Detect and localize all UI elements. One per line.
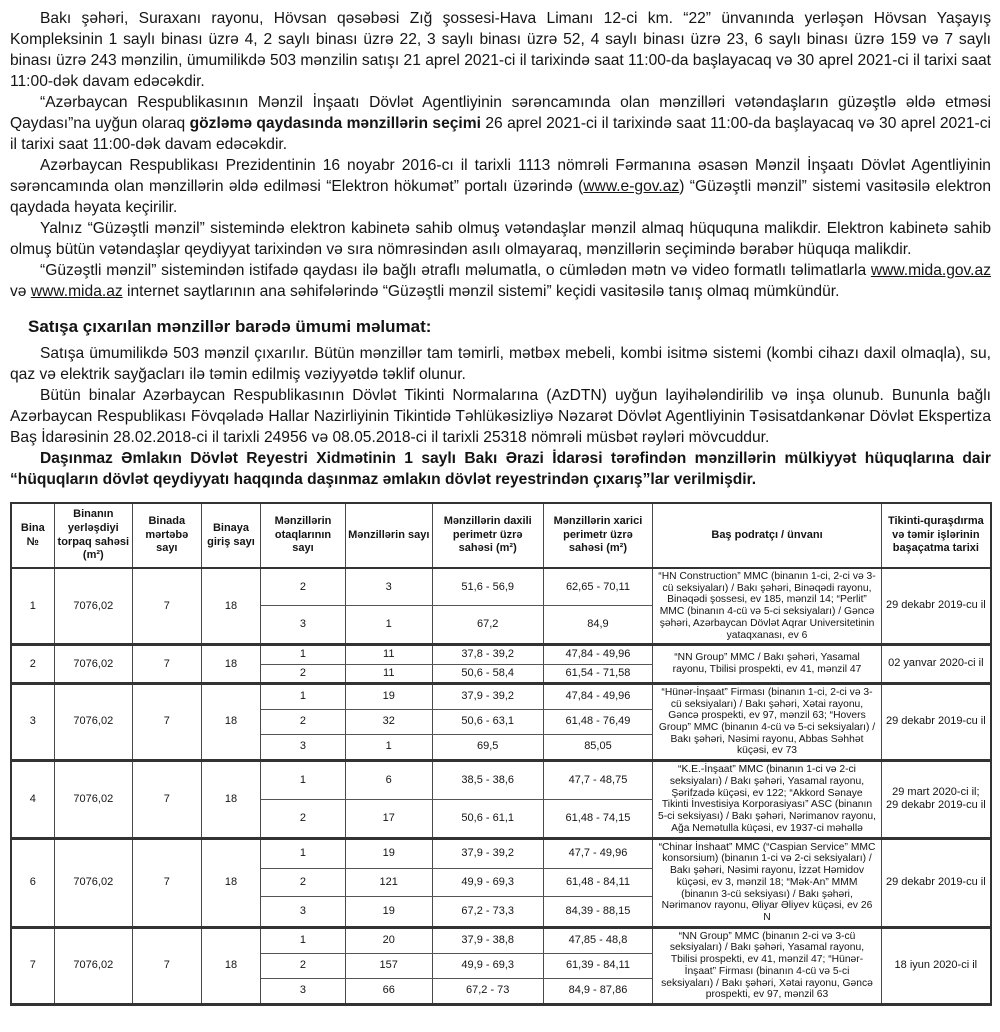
cell-room-count: 2 — [261, 664, 345, 683]
cell-floor-count: 7 — [133, 927, 202, 1004]
cell-apartment-count: 19 — [345, 683, 432, 709]
cell-entrance-count: 18 — [201, 761, 261, 838]
cell-outer-area: 84,9 - 87,86 — [543, 978, 653, 1004]
cell-completion-date: 29 dekabr 2019-cu il — [881, 683, 991, 760]
cell-inner-area: 50,6 - 58,4 — [432, 664, 543, 683]
header-outer-area: Mənzillərin xarici perimetr üzrə sahəsi (m²) — [543, 503, 653, 568]
section-heading: Satışa çıxarılan mənzillər barədə ümumi məlumat: — [28, 317, 432, 336]
cell-inner-area: 49,9 - 69,3 — [432, 868, 543, 897]
cell-inner-area: 37,8 - 39,2 — [432, 645, 543, 664]
cell-room-count: 2 — [261, 868, 345, 897]
text-segment: Bütün binalar Azərbaycan Respublikasının Dövlət Tikinti Normalarına (AzDTN) uyğun layihələndirilib və inşa olunub. Bununla bağlı Azərbaycan Respublikası Fövqəladə Hallar Nazirliyinin Tikintidə Təhlükəsizliyə Nəzarət Dövlət Agentliyinin Təsisatdankənar Dövlət Ekspertiza Baş İdarəsinin 28.02.2018-ci il tarixli 24956 və 08.05.2018-ci il tarixli 25318 nömrəli müsbət rəyləri mövcuddur. — [10, 387, 991, 446]
cell-apartment-count: 20 — [345, 927, 432, 953]
cell-contractor: “NN Group” MMC (binanın 2-ci və 3-cü seksiyaları) / Bakı şəhəri, Yasamal rayonu, Tbilisi prospekti, ev 41, mənzil 47; “Hünər-İnşaat” Firması (binanın 4-cü və 5-ci seksiyaları) / Bakı şəhəri, Xətai rayonu, Gəncə prospekti, ev 97, mənzil 63 — [653, 927, 881, 1004]
cell-room-count: 2 — [261, 568, 345, 606]
cell-land-area: 7076,02 — [54, 645, 132, 683]
cell-inner-area: 49,9 - 69,3 — [432, 953, 543, 978]
cell-inner-area: 67,2 - 73,3 — [432, 897, 543, 927]
cell-outer-area: 47,7 - 48,75 — [543, 761, 653, 800]
cell-outer-area: 47,7 - 49,96 — [543, 838, 653, 868]
cell-apartment-count: 11 — [345, 645, 432, 664]
cell-room-count: 1 — [261, 645, 345, 664]
cell-building-no: 6 — [11, 838, 54, 927]
cell-floor-count: 7 — [133, 568, 202, 645]
cell-room-count: 1 — [261, 683, 345, 709]
cell-contractor: “NN Group” MMC / Bakı şəhəri, Yasamal rayonu, Tbilisi prospekti, ev 41, mənzil 47 — [653, 645, 881, 683]
text-segment: Satışa ümumilikdə 503 mənzil çıxarılır. Bütün mənzillər tam təmirli, mətbəx mebeli, kombi isitmə sistemi (kombi cihazı daxil olmaqla), su, qaz və elektrik sayğacları ilə təmin edilmiş vəziyyətdə təklif olunur. — [10, 345, 991, 383]
cell-building-no: 1 — [11, 568, 54, 645]
cell-room-count: 3 — [261, 606, 345, 645]
sale-paragraphs — [10, 343, 991, 490]
cell-contractor: “HN Construction” MMC (binanın 1-ci, 2-ci və 3-cü seksiyaları) / Bakı şəhəri, Binəqədi rayonu, Binəqədi şossesi, ev 185, mənzil 14; “Perlit” MMC (binanın 4-cü və 5-ci seksiyaları) / Gəncə şəhəri, Azərbaycan Dövlət Aqrar Universitetinin yataqxanası, ev 6 — [653, 568, 881, 645]
sale-paragraph-2 — [10, 385, 991, 448]
text-segment: internet saytlarının ana səhifələrində “Güzəştli mənzil sistemi” keçidi vasitəsilə tanış olmaq mümkündür. — [122, 283, 840, 300]
cell-outer-area: 85,05 — [543, 734, 653, 760]
cell-completion-date: 29 dekabr 2019-cu il — [881, 568, 991, 645]
cell-entrance-count: 18 — [201, 683, 261, 760]
text-segment: “Azərbaycan Respublikasının Mənzil İnşaatı Dövlət Agentliyinin sərəncamında olan mənzilləri vətəndaşların güzəştlə əldə etməsi Qaydası”na uyğun olaraq — [10, 94, 991, 132]
cell-land-area: 7076,02 — [54, 761, 132, 838]
cell-completion-date: 18 iyun 2020-ci il — [881, 927, 991, 1004]
cell-outer-area: 61,48 - 76,49 — [543, 710, 653, 735]
cell-inner-area: 50,6 - 61,1 — [432, 799, 543, 838]
cell-outer-area: 47,85 - 48,8 — [543, 927, 653, 953]
text-segment: Daşınmaz Əmlakın Dövlət Reyestri Xidmətinin 1 saylı Bakı Ərazi İdarəsi tərəfindən mənzillərin mülkiyyət hüquqlarına dair “hüquqların dövlət qeydiyyatı haqqında daşınmaz əmlakın dövlət reyestrindən çıxarış”lar verilmişdir. — [10, 450, 991, 488]
intro-paragraph-2 — [10, 92, 991, 155]
intro-paragraph-1 — [10, 8, 991, 92]
cell-apartment-count: 6 — [345, 761, 432, 800]
cell-outer-area: 84,9 — [543, 606, 653, 645]
cell-room-count: 1 — [261, 761, 345, 800]
cell-completion-date: 29 mart 2020-ci il; 29 dekabr 2019-cu il — [881, 761, 991, 838]
cell-building-no: 2 — [11, 645, 54, 683]
text-segment: Yalnız “Güzəştli mənzil” sistemində elektron kabinetə sahib olmuş vətəndaşlar mənzil almaq hüququna malikdir. Elektron kabinetə sahib olmuş bütün vətəndaşlar qeydiyyat tarixindən və sıra nömrəsindən asılı olmayaraq, mənzillərin seçimində bərabər hüquqa malikdir. — [10, 220, 991, 258]
cell-entrance-count: 18 — [201, 838, 261, 927]
cell-building-no: 4 — [11, 761, 54, 838]
header-apartment-count: Mənzillərin sayı — [345, 503, 432, 568]
cell-apartment-count: 66 — [345, 978, 432, 1004]
cell-room-count: 3 — [261, 978, 345, 1004]
header-inner-area: Mənzillərin daxili perimetr üzrə sahəsi (m²) — [432, 503, 543, 568]
cell-floor-count: 7 — [133, 761, 202, 838]
table-row-building-3-rooms-1 — [11, 683, 991, 709]
sale-paragraph-1 — [10, 343, 991, 385]
header-completion-date: Tikinti-quraşdırma və təmir işlərinin başaçatma tarixi — [881, 503, 991, 568]
text-segment: və — [10, 283, 31, 300]
cell-building-no: 3 — [11, 683, 54, 760]
cell-apartment-count: 11 — [345, 664, 432, 683]
table-row-building-4-rooms-1 — [11, 761, 991, 800]
cell-land-area: 7076,02 — [54, 683, 132, 760]
cell-outer-area: 47,84 - 49,96 — [543, 645, 653, 664]
cell-entrance-count: 18 — [201, 645, 261, 683]
link-url[interactable]: www.e-gov.az — [583, 178, 680, 195]
cell-completion-date: 29 dekabr 2019-cu il — [881, 838, 991, 927]
text-segment: Bakı şəhəri, Suraxanı rayonu, Hövsan qəsəbəsi Zığ şossesi-Hava Limanı 12-ci km. “22” ünvanında yerləşən Hövsan Yaşayış Kompleksinin 1 saylı binası üzrə 4, 2 saylı binası üzrə 22, 3 saylı binası üzrə 52, 4 saylı binası üzrə 23, 6 saylı binası üzrə 159 və 7 saylı binası üzrə 243 mənzilin, ümumilikdə 503 mənzilin satışı 21 aprel 2021-ci il tarixində saat 11:00-da başlayacaq və 30 aprel 2021-ci il tarixi saat 11:00-dək davam edəcəkdir. — [10, 10, 991, 90]
text-segment: Azərbaycan Respublikası Prezidentinin 16 noyabr 2016-cı il tarixli 1113 nömrəli Fərmanına əsasən Mənzil İnşaatı Dövlət Agentliyinin sərəncamında olan mənzillərin əldə edilməsi “Elektron hökumət” portalı üzərində ( — [10, 157, 991, 195]
table-row-building-2-rooms-1 — [11, 645, 991, 664]
cell-inner-area: 69,5 — [432, 734, 543, 760]
cell-outer-area: 61,48 - 84,11 — [543, 868, 653, 897]
cell-completion-date: 02 yanvar 2020-ci il — [881, 645, 991, 683]
text-segment: ) “Güzəştli mənzil” sistemi vasitəsilə elektron qaydada həyata keçirilir. — [10, 178, 991, 216]
cell-floor-count: 7 — [133, 683, 202, 760]
cell-contractor: “Chinar İnshaat” MMC (“Caspian Service” MMC konsorsium) (binanın 1-ci və 2-ci seksiyaları) / Bakı şəhəri, Nəsimi rayonu, İzzət Həmidov küçəsi, ev 3, mənzil 18; “Mək-An” MMM (binanın 3-cü seksiyası) / Bakı şəhəri, Nərimanov rayonu, Əliyar Əliyev küçəsi, ev 26 N — [653, 838, 881, 927]
cell-land-area: 7076,02 — [54, 927, 132, 1004]
cell-apartment-count: 157 — [345, 953, 432, 978]
cell-apartment-count: 32 — [345, 710, 432, 735]
cell-apartment-count: 1 — [345, 606, 432, 645]
text-segment: “Güzəştli mənzil” sistemindən istifadə qaydası ilə bağlı ətraflı məlumatla, o cümlədən mətn və video formatlı təlimatlarla — [40, 262, 871, 279]
text-segment: gözləmə qaydasında mənzillərin seçimi — [189, 115, 481, 132]
header-room-count: Mənzillərin otaqlarının sayı — [261, 503, 345, 568]
cell-outer-area: 61,39 - 84,11 — [543, 953, 653, 978]
intro-paragraphs — [10, 8, 991, 302]
table-row-building-7-rooms-1 — [11, 927, 991, 953]
cell-outer-area: 61,48 - 74,15 — [543, 799, 653, 838]
apartments-table — [10, 502, 992, 1006]
cell-floor-count: 7 — [133, 838, 202, 927]
link-url[interactable]: www.mida.gov.az — [870, 262, 991, 279]
header-floor-count: Binada mərtəbə sayı — [133, 503, 202, 568]
cell-entrance-count: 18 — [201, 927, 261, 1004]
table-row-building-1-rooms-2 — [11, 568, 991, 606]
cell-apartment-count: 19 — [345, 838, 432, 868]
cell-building-no: 7 — [11, 927, 54, 1004]
header-entrance-count: Binaya giriş sayı — [201, 503, 261, 568]
cell-inner-area: 38,5 - 38,6 — [432, 761, 543, 800]
cell-inner-area: 50,6 - 63,1 — [432, 710, 543, 735]
cell-apartment-count: 19 — [345, 897, 432, 927]
cell-inner-area: 51,6 - 56,9 — [432, 568, 543, 606]
cell-room-count: 1 — [261, 838, 345, 868]
cell-entrance-count: 18 — [201, 568, 261, 645]
header-building-no: Bina № — [11, 503, 54, 568]
cell-outer-area: 61,54 - 71,58 — [543, 664, 653, 683]
cell-apartment-count: 17 — [345, 799, 432, 838]
intro-paragraph-3 — [10, 155, 991, 218]
cell-contractor: “Hünər-İnşaat” Firması (binanın 1-ci, 2-ci və 3-cü seksiyaları) / Bakı şəhəri, Xətai rayonu, Gəncə prospekti, ev 97, mənzil 63; “Hovers Group” MMC (binanın 4-cü və 5-ci seksiyaları) / Bakı şəhəri, Nəsimi rayonu, Abbas Səhhət küçəsi, ev 73 — [653, 683, 881, 760]
cell-inner-area: 37,9 - 38,8 — [432, 927, 543, 953]
cell-land-area: 7076,02 — [54, 568, 132, 645]
cell-inner-area: 67,2 — [432, 606, 543, 645]
cell-room-count: 1 — [261, 927, 345, 953]
cell-inner-area: 67,2 - 73 — [432, 978, 543, 1004]
cell-inner-area: 37,9 - 39,2 — [432, 683, 543, 709]
intro-paragraph-4 — [10, 218, 991, 260]
header-contractor: Baş podratçı / ünvanı — [653, 503, 881, 568]
cell-outer-area: 84,39 - 88,15 — [543, 897, 653, 927]
cell-room-count: 3 — [261, 734, 345, 760]
link-url[interactable]: www.mida.az — [30, 283, 123, 300]
cell-room-count: 2 — [261, 953, 345, 978]
cell-room-count: 2 — [261, 799, 345, 838]
intro-paragraph-5 — [10, 260, 991, 302]
cell-outer-area: 47,84 - 49,96 — [543, 683, 653, 709]
cell-apartment-count: 121 — [345, 868, 432, 897]
cell-apartment-count: 1 — [345, 734, 432, 760]
cell-inner-area: 37,9 - 39,2 — [432, 838, 543, 868]
cell-outer-area: 62,65 - 70,11 — [543, 568, 653, 606]
cell-contractor: “K.E.-İnşaat” MMC (binanın 1-ci və 2-ci seksiyaları) / Bakı şəhəri, Yasamal rayonu, Şərifzadə küçəsi, ev 122; “Akkord Sənaye Tikinti İnvestisiya Korporasiyası” ASC (binanın 5-ci seksiyası) / Bakı şəhəri, Nərimanov rayonu, Ağa Nemətulla küçəsi, ev 1937-ci məhəllə — [653, 761, 881, 838]
cell-room-count: 2 — [261, 710, 345, 735]
sale-paragraph-3 — [10, 448, 991, 490]
header-land-area: Binanın yerləşdiyi torpaq sahəsi (m²) — [54, 503, 132, 568]
table-header-row — [11, 503, 991, 568]
text-segment: 26 aprel 2021-ci il tarixində saat 11:00-da başlayacaq və 30 aprel 2021-ci il tarixi saat 11:00-dək davam edəcəkdir. — [10, 115, 991, 153]
cell-apartment-count: 3 — [345, 568, 432, 606]
table-row-building-6-rooms-1 — [11, 838, 991, 868]
cell-room-count: 3 — [261, 897, 345, 927]
cell-land-area: 7076,02 — [54, 838, 132, 927]
cell-floor-count: 7 — [133, 645, 202, 683]
